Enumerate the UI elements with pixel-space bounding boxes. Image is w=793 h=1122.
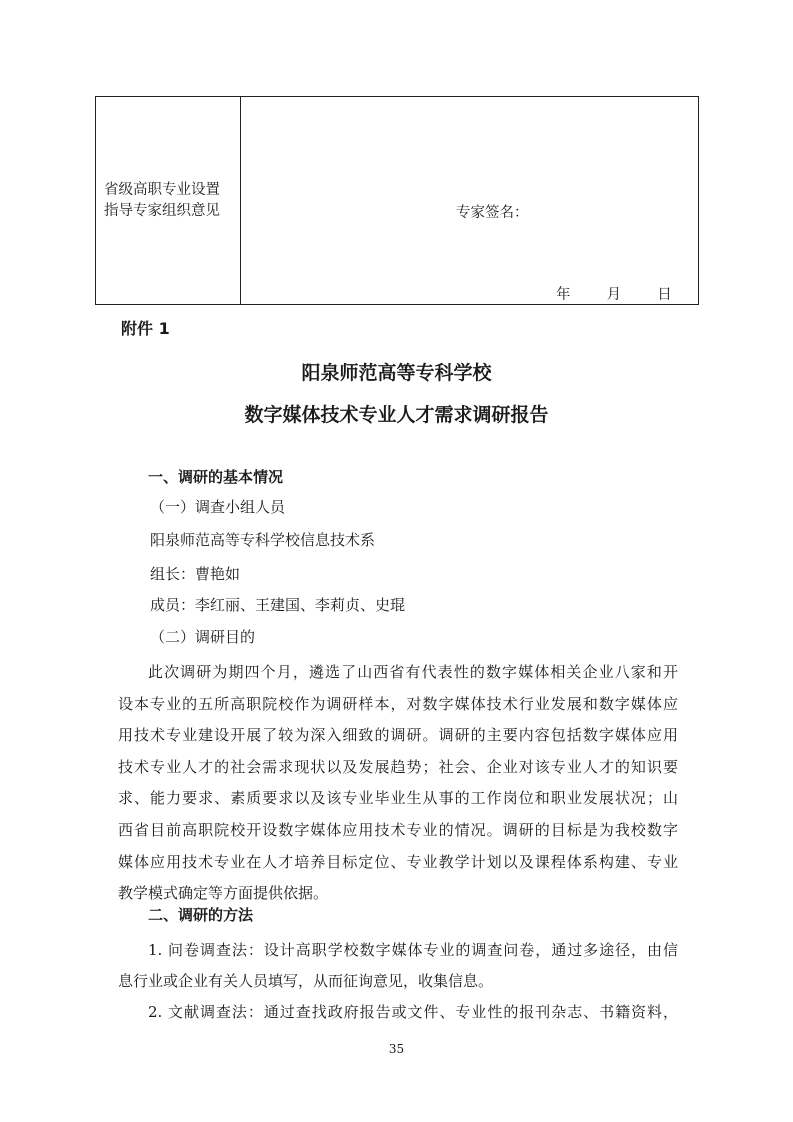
paragraph-line: 求、能力要求、素质要求以及该专业毕业生从事的工作岗位和职业发展状况；山: [118, 789, 678, 808]
section-2-heading: 二、调研的方法: [148, 906, 254, 924]
page-number: 35: [388, 1042, 405, 1056]
paragraph-line: 用技术专业建设开展了较为深入细致的调研。调研的主要内容包括数字媒体应用: [118, 726, 678, 745]
opinion-label: [104, 180, 234, 222]
paragraph-line: 2. 文献调查法：通过查找政府报告或文件、专业性的报刊杂志、书籍资料，: [148, 1003, 678, 1021]
organization-name: 阳泉师范高等专科学校信息技术系: [150, 531, 376, 549]
team-members: 成员：李红丽、王建国、李莉贞、史琨: [150, 596, 406, 614]
subsection-purpose: （二）调研目的: [150, 628, 256, 646]
method-1-paragraph: [118, 935, 678, 997]
purpose-paragraph: [118, 657, 678, 910]
document-title-line1: 阳泉师范高等专科学校: [301, 362, 492, 384]
paragraph-line: 技术专业人才的社会需求现状以及发展趋势；社会、企业对该专业人才的知识要: [118, 757, 678, 776]
opinion-label-line1: 省级高职专业设置: [104, 182, 220, 198]
paragraph-line: 息行业或企业有关人员填写，从而征询意见，收集信息。: [118, 972, 494, 990]
opinion-label-line2: 指导专家组织意见: [104, 203, 220, 219]
team-lead: 组长：曹艳如: [150, 565, 241, 583]
date-day: 日: [657, 287, 672, 303]
expert-opinion-table: [95, 96, 699, 305]
date-month: 月: [606, 287, 622, 303]
expert-signature-label: 专家签名：: [456, 205, 529, 221]
subsection-team-members: （一）调查小组人员: [150, 498, 286, 516]
date-year: 年: [556, 287, 571, 303]
paragraph-line: 西省目前高职院校开设数字媒体应用技术专业的情况。调研的目标是为我校数字: [118, 820, 678, 839]
paragraph-line: 1. 问卷调查法：设计高职学校数字媒体专业的调查问卷，通过多途径，由信: [148, 941, 678, 959]
paragraph-line: 教学模式确定等方面提供依据。: [118, 884, 329, 903]
date-row: [556, 283, 672, 304]
table-divider: [240, 97, 241, 304]
document-title-line2: 数字媒体技术专业人才需求调研报告: [244, 404, 549, 426]
method-2-paragraph: [118, 997, 678, 1028]
attachment-label: 附件 1: [121, 319, 170, 338]
paragraph-line: 媒体应用技术专业在人才培养目标定位、专业教学计划以及课程体系构建、专业: [118, 852, 678, 871]
paragraph-line: 此次调研为期四个月，遴选了山西省有代表性的数字媒体相关企业八家和开: [148, 663, 678, 681]
paragraph-line: 设本专业的五所高职院校作为调研样本，对数字媒体技术行业发展和数字媒体应: [118, 694, 678, 713]
section-1-heading: 一、调研的基本情况: [148, 468, 284, 486]
